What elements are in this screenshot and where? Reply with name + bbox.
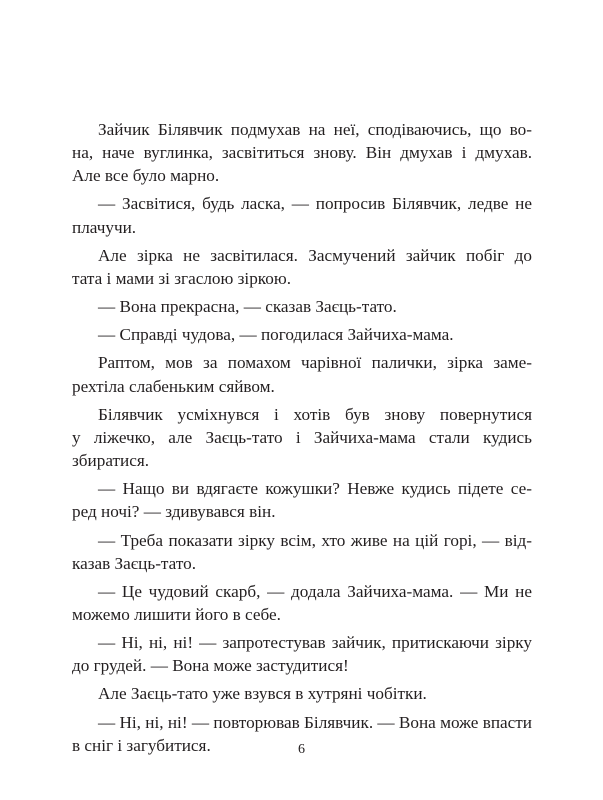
text-line: ред ночі? — здивувався він. xyxy=(72,502,276,522)
text-line: Але Заєць-тато уже взувся в хутряні чобітки. xyxy=(98,684,427,704)
text-line: плачучи. xyxy=(72,217,137,237)
paragraph xyxy=(72,682,532,705)
text-line: — Ні, ні, ні! — повторював Білявчик. — Вона може впасти xyxy=(98,712,532,732)
paragraph xyxy=(72,631,532,677)
text-line: — Вона прекрасна, — сказав Заєць-тато. xyxy=(98,297,397,317)
paragraph xyxy=(72,351,532,397)
text-line: Раптом, мов за помахом чарівної палички, зірка заме- xyxy=(98,353,532,373)
text-line: — Ні, ні, ні! — запротестував зайчик, притискаючи зірку xyxy=(98,633,532,653)
paragraph xyxy=(72,244,532,290)
text-line: в сніг і загубитися. xyxy=(72,735,211,755)
paragraph xyxy=(72,118,532,187)
text-line: збиратися. xyxy=(72,451,150,471)
text-line: рехтіла слабеньким сяйвом. xyxy=(72,376,275,396)
text-line: казав Заєць-тато. xyxy=(72,553,197,573)
text-line: тата і мами зі згаслою зіркою. xyxy=(72,268,292,288)
text-line: Але зірка не засвітилася. Засмучений зайчик побіг до xyxy=(98,245,532,265)
body-text xyxy=(72,118,532,762)
paragraph xyxy=(72,323,532,346)
text-line: Але все було марно. xyxy=(72,166,220,186)
text-line: до грудей. — Вона може застудитися! xyxy=(72,656,349,676)
text-line: — Засвітися, будь ласка, — попросив Білявчик, ледве не xyxy=(98,194,532,214)
text-line: можемо лишити його в себе. xyxy=(72,604,281,624)
text-line: — Це чудовий скарб, — додала Зайчиха-мама. — Ми не xyxy=(98,581,532,601)
paragraph xyxy=(72,295,532,318)
paragraph xyxy=(72,192,532,238)
paragraph xyxy=(72,580,532,626)
paragraph xyxy=(72,477,532,523)
text-line: Зайчик Білявчик подмухав на неї, сподіваючись, що во- xyxy=(98,120,532,139)
text-line: — Справді чудова, — погодилася Зайчиха-мама. xyxy=(98,325,454,345)
page-number: 6 xyxy=(298,742,305,757)
text-line: Білявчик усміхнувся і хотів був знову повернутися xyxy=(98,404,532,424)
text-line: на, наче вуглинка, засвітиться знову. Він дмухав і дмухав. xyxy=(72,143,532,163)
text-line: у ліжечко, але Заєць-тато і Зайчиха-мама стали кудись xyxy=(72,427,532,447)
paragraph xyxy=(72,529,532,575)
text-line: — Нащо ви вдягаєте кожушки? Невже кудись підете се- xyxy=(98,479,532,499)
text-line: — Треба показати зірку всім, хто живе на цій горі, — від- xyxy=(98,530,532,550)
paragraph xyxy=(72,403,532,472)
